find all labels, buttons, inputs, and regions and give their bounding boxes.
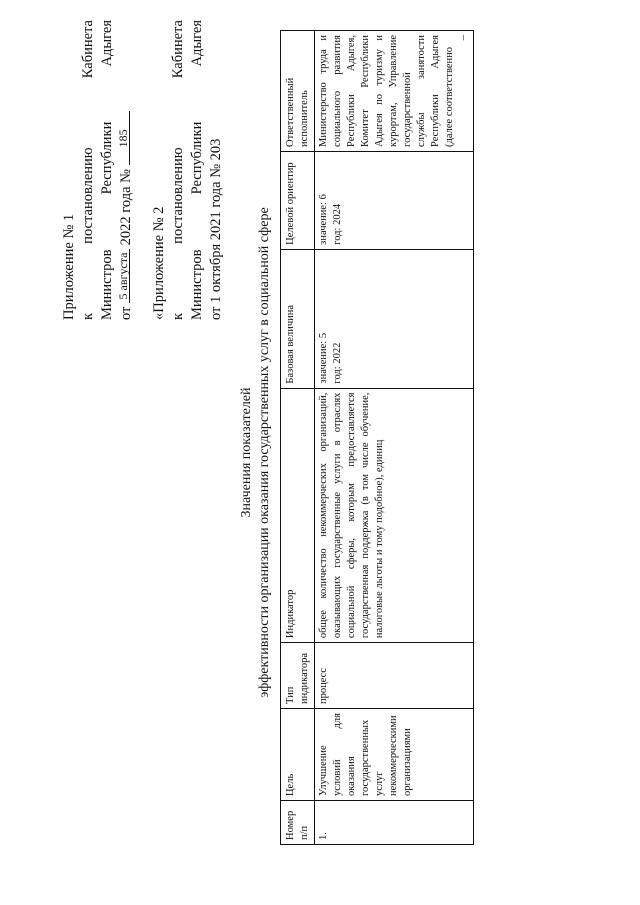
appendix-date-handwritten: 5 августа xyxy=(117,249,130,303)
header-goal: Цель xyxy=(281,709,315,801)
appendix-2-resolution-line: к постановлению Кабинета xyxy=(170,20,186,320)
header-number: Номер п/п xyxy=(281,801,315,845)
table-row xyxy=(315,31,474,845)
cell-type: процесс xyxy=(315,643,474,709)
header-target: Целевой ориентир xyxy=(281,151,315,249)
appendix-2-date-line: от 1 октября 2021 года № 203 xyxy=(208,138,224,320)
indicators-table xyxy=(280,30,474,845)
cell-responsible xyxy=(315,31,474,152)
title-line-2: эффективности организации оказания государственных услуг в социальной сфере xyxy=(257,207,272,698)
appendix-resolution-line: к постановлению Кабинета xyxy=(80,20,96,320)
cell-indicator: общее количество некоммерческих организаций, оказывающих государственные услуги в отраслях социальной сферы, которым предоставляется государственная поддержка (в том числе обучение, налоговые льготы и тому подобное), единиц xyxy=(315,388,474,643)
cell-base xyxy=(315,249,474,388)
appendix-2-cabinet-line: Министров Республики Адыгея xyxy=(189,20,205,320)
cell-base-year: год: 2022 xyxy=(332,342,343,384)
appendix-cabinet-line: Министров Республики Адыгея xyxy=(99,20,115,320)
cell-base-value: значение: 5 xyxy=(318,332,329,384)
header-responsible: Ответственный исполнитель xyxy=(281,31,315,152)
appendix-date-line: от 5 августа 2022 года № 185 xyxy=(117,20,136,320)
cell-responsible-dash: – xyxy=(458,35,469,41)
cell-target-value: значение: 6 xyxy=(318,194,329,245)
header-type: Тип индикатора xyxy=(281,643,315,709)
header-indicator: Индикатор xyxy=(281,388,315,643)
table-header-row xyxy=(281,31,315,845)
header-base: Базовая величина xyxy=(281,249,315,388)
appendix-title: Приложение № 1 xyxy=(61,213,77,320)
cell-target-year: год: 2024 xyxy=(332,203,343,245)
cell-number: 1. xyxy=(315,801,474,845)
cell-goal: Улучшение условий для оказания государственных услуг некоммерческими организациями xyxy=(315,709,474,801)
document-title xyxy=(238,60,274,845)
cell-responsible-text: Министерство труда и социального развития Республики Адыгея, Комитет Республики Адыгея по туризму и курортам, Управление государственной службы занятости Республики Адыгея (далее соответственно xyxy=(318,35,455,147)
appendix-header xyxy=(60,20,226,320)
cell-target xyxy=(315,151,474,249)
appendix-number-handwritten: 185 xyxy=(117,111,130,165)
title-line-1: Значения показателей xyxy=(239,387,254,518)
appendix-2-title: «Приложение № 2 xyxy=(151,206,167,320)
